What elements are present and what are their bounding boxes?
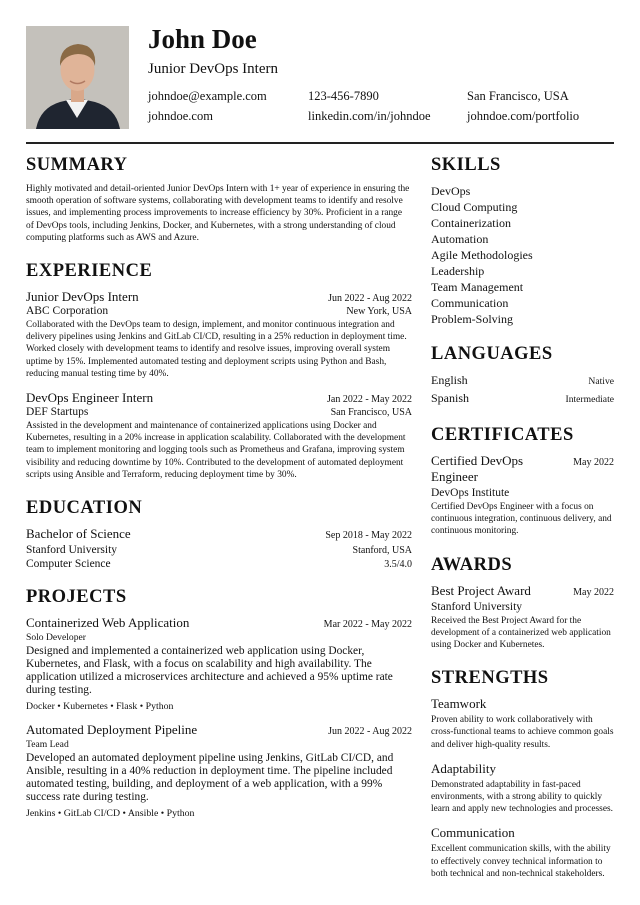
experience-location: San Francisco, USA <box>330 407 412 419</box>
strength-name: Teamwork <box>431 696 487 712</box>
profile-photo <box>26 26 129 129</box>
strength-name: Adaptability <box>431 760 496 776</box>
contact-phone[interactable]: 123-456-7890 <box>308 89 379 103</box>
language-name: Spanish <box>431 391 470 405</box>
experience-description: Collaborated with the DevOps team to design, implement, and monitor continuous integration and delivery pipelines using Jenkins and GitLab CI/CD, resulting in a 25% reduction in deployment time. Worked closely with development teams to identify and resolve issues, improving overall system uptime by 15%. Implemented automated testing and deployment scripts using Python and Bash, reducing manual testing time by 40%. <box>26 320 407 379</box>
header-divider <box>26 142 614 144</box>
summary-heading: SUMMARY <box>26 155 128 175</box>
contact-portfolio[interactable]: johndoe.com/portfolio <box>467 109 580 123</box>
experience-company: DEF Startups <box>26 406 89 419</box>
candidate-title: Junior DevOps Intern <box>148 61 278 77</box>
skills-heading: SKILLS <box>431 155 501 175</box>
experience-role: Junior DevOps Intern <box>26 289 139 305</box>
award-name: Best Project Award <box>431 582 531 598</box>
certificate-description: Certified DevOps Engineer with a focus on continuous integration, continuous delivery, and continuous monitoring. <box>431 502 612 537</box>
skill-item: Agile Methodologies <box>431 248 533 262</box>
certificate-date: May 2022 <box>573 457 614 468</box>
certificates-section <box>431 424 614 538</box>
experience-heading: EXPERIENCE <box>26 261 153 282</box>
project-role: Team Lead <box>26 739 69 751</box>
strength-name: Communication <box>431 825 515 841</box>
education-degree: Bachelor of Science <box>26 526 131 542</box>
profile-photo-illustration <box>26 26 129 129</box>
project-description: Designed and implemented a containerized web application using Docker, Kubernetes, and Flask, with a focus on scalability and high availability. The application utilized a microservices architecture and achieved a 95% uptime rate during testing. <box>26 645 393 697</box>
education-school: Stanford University <box>26 544 118 557</box>
strengths-heading: STRENGTHS <box>431 668 549 689</box>
project-name: Containerized Web Application <box>26 615 190 631</box>
award-date: May 2022 <box>573 586 614 598</box>
language-name: English <box>431 373 468 387</box>
skill-item: Cloud Computing <box>431 200 518 214</box>
skill-item: Communication <box>431 296 509 310</box>
strength-description: Demonstrated adaptability in fast-paced environments, with a strong ability to quickly learn and apply new technologies and processes. <box>431 779 613 815</box>
experience-dates: Jan 2022 - May 2022 <box>327 394 412 406</box>
experience-role: DevOps Engineer Intern <box>26 390 154 406</box>
projects-section <box>26 586 412 819</box>
strengths-section <box>431 667 614 880</box>
skill-item: DevOps <box>431 184 471 198</box>
projects-heading: PROJECTS <box>26 587 127 608</box>
language-level: Native <box>588 376 614 387</box>
languages-section <box>431 343 614 408</box>
certificate-name: Certified DevOps Engineer <box>431 453 524 484</box>
skills-section <box>431 154 614 327</box>
language-row <box>431 372 614 390</box>
skill-item: Leadership <box>431 264 485 278</box>
language-row <box>431 390 614 408</box>
education-location: Stanford, USA <box>352 545 412 557</box>
award-issuer: Stanford University <box>431 600 523 613</box>
education-gpa: 3.5/4.0 <box>384 559 412 571</box>
skill-item: Automation <box>431 232 489 246</box>
experience-company: ABC Corporation <box>26 305 109 318</box>
education-dates: Sep 2018 - May 2022 <box>325 530 412 542</box>
project-dates: Jun 2022 - Aug 2022 <box>328 726 412 738</box>
candidate-name: John Doe <box>148 24 257 54</box>
project-item <box>26 615 412 712</box>
project-item <box>26 722 412 819</box>
project-tags: Docker • Kubernetes • Flask • Python <box>26 701 174 713</box>
left-column <box>26 154 412 835</box>
project-name: Automated Deployment Pipeline <box>26 722 198 738</box>
language-level: Intermediate <box>565 394 614 405</box>
contact-location: San Francisco, USA <box>467 89 569 103</box>
experience-description: Assisted in the development and maintenance of containerized applications using Docker and Kubernetes, resulting in a 20% increase in application scalability. Collaborated with the development team to implement monitoring and logging tools such as Prometheus and Grafana, improving system visibility and reducing downtime by 10%. Contributed to the development of automated deployment scripts using Ansible and Terraform, reducing deployment time by 30%. <box>26 421 406 480</box>
strength-item <box>431 825 614 880</box>
right-column <box>431 154 614 896</box>
education-section <box>26 497 412 570</box>
certificate-issuer: DevOps Institute <box>431 487 510 499</box>
certificates-heading: CERTIFICATES <box>431 425 574 445</box>
strength-description: Proven ability to work collaboratively with cross-functional teams to achieve common goals and deliver high-quality results. <box>431 715 614 750</box>
experience-item <box>26 390 412 481</box>
project-dates: Mar 2022 - May 2022 <box>323 619 412 631</box>
project-role: Solo Developer <box>26 632 86 644</box>
award-description: Received the Best Project Award for the development of a containerized web application using Docker and Kubernetes. <box>431 615 611 651</box>
awards-section <box>431 554 614 652</box>
languages-heading: LANGUAGES <box>431 344 553 364</box>
skill-item: Containerization <box>431 216 511 230</box>
strength-description: Excellent communication skills, with the ability to effectively convey technical information to both technical and non-technical stakeholders. <box>431 844 611 879</box>
project-description: Developed an automated deployment pipeline using Jenkins, GitLab CI/CD, and Ansible, resulting in a 40% reduction in deployment time. The pipeline included automated testing, building, and deployment of a web application, with a 99% success rate during testing. <box>26 752 394 804</box>
strength-item <box>431 696 614 751</box>
experience-dates: Jun 2022 - Aug 2022 <box>328 293 412 305</box>
strength-item <box>431 761 614 816</box>
summary-text: Highly motivated and detail-oriented Junior DevOps Intern with 1+ year of experience in ensuring the smooth operation of software systems, collaborating with development teams to identify and resolve issues, and implementing process improvements to increase efficiency by 30%. Proficient in a range of DevOps tools, including Jenkins, Docker, and Kubernetes, with a strong understanding of cloud computing platforms such as AWS and Azure. <box>26 184 410 243</box>
contact-website[interactable]: johndoe.com <box>148 109 213 123</box>
education-field: Computer Science <box>26 558 111 571</box>
summary-section <box>26 154 412 244</box>
project-tags: Jenkins • GitLab CI/CD • Ansible • Python <box>26 808 195 820</box>
experience-location: New York, USA <box>346 306 412 318</box>
contact-email[interactable]: johndoe@example.com <box>148 89 267 103</box>
experience-item <box>26 289 412 380</box>
contact-linkedin[interactable]: linkedin.com/in/johndoe <box>308 109 431 123</box>
awards-heading: AWARDS <box>431 554 513 575</box>
skill-item: Team Management <box>431 280 524 294</box>
skill-item: Problem-Solving <box>431 312 514 326</box>
experience-section <box>26 260 412 481</box>
education-heading: EDUCATION <box>26 498 143 519</box>
